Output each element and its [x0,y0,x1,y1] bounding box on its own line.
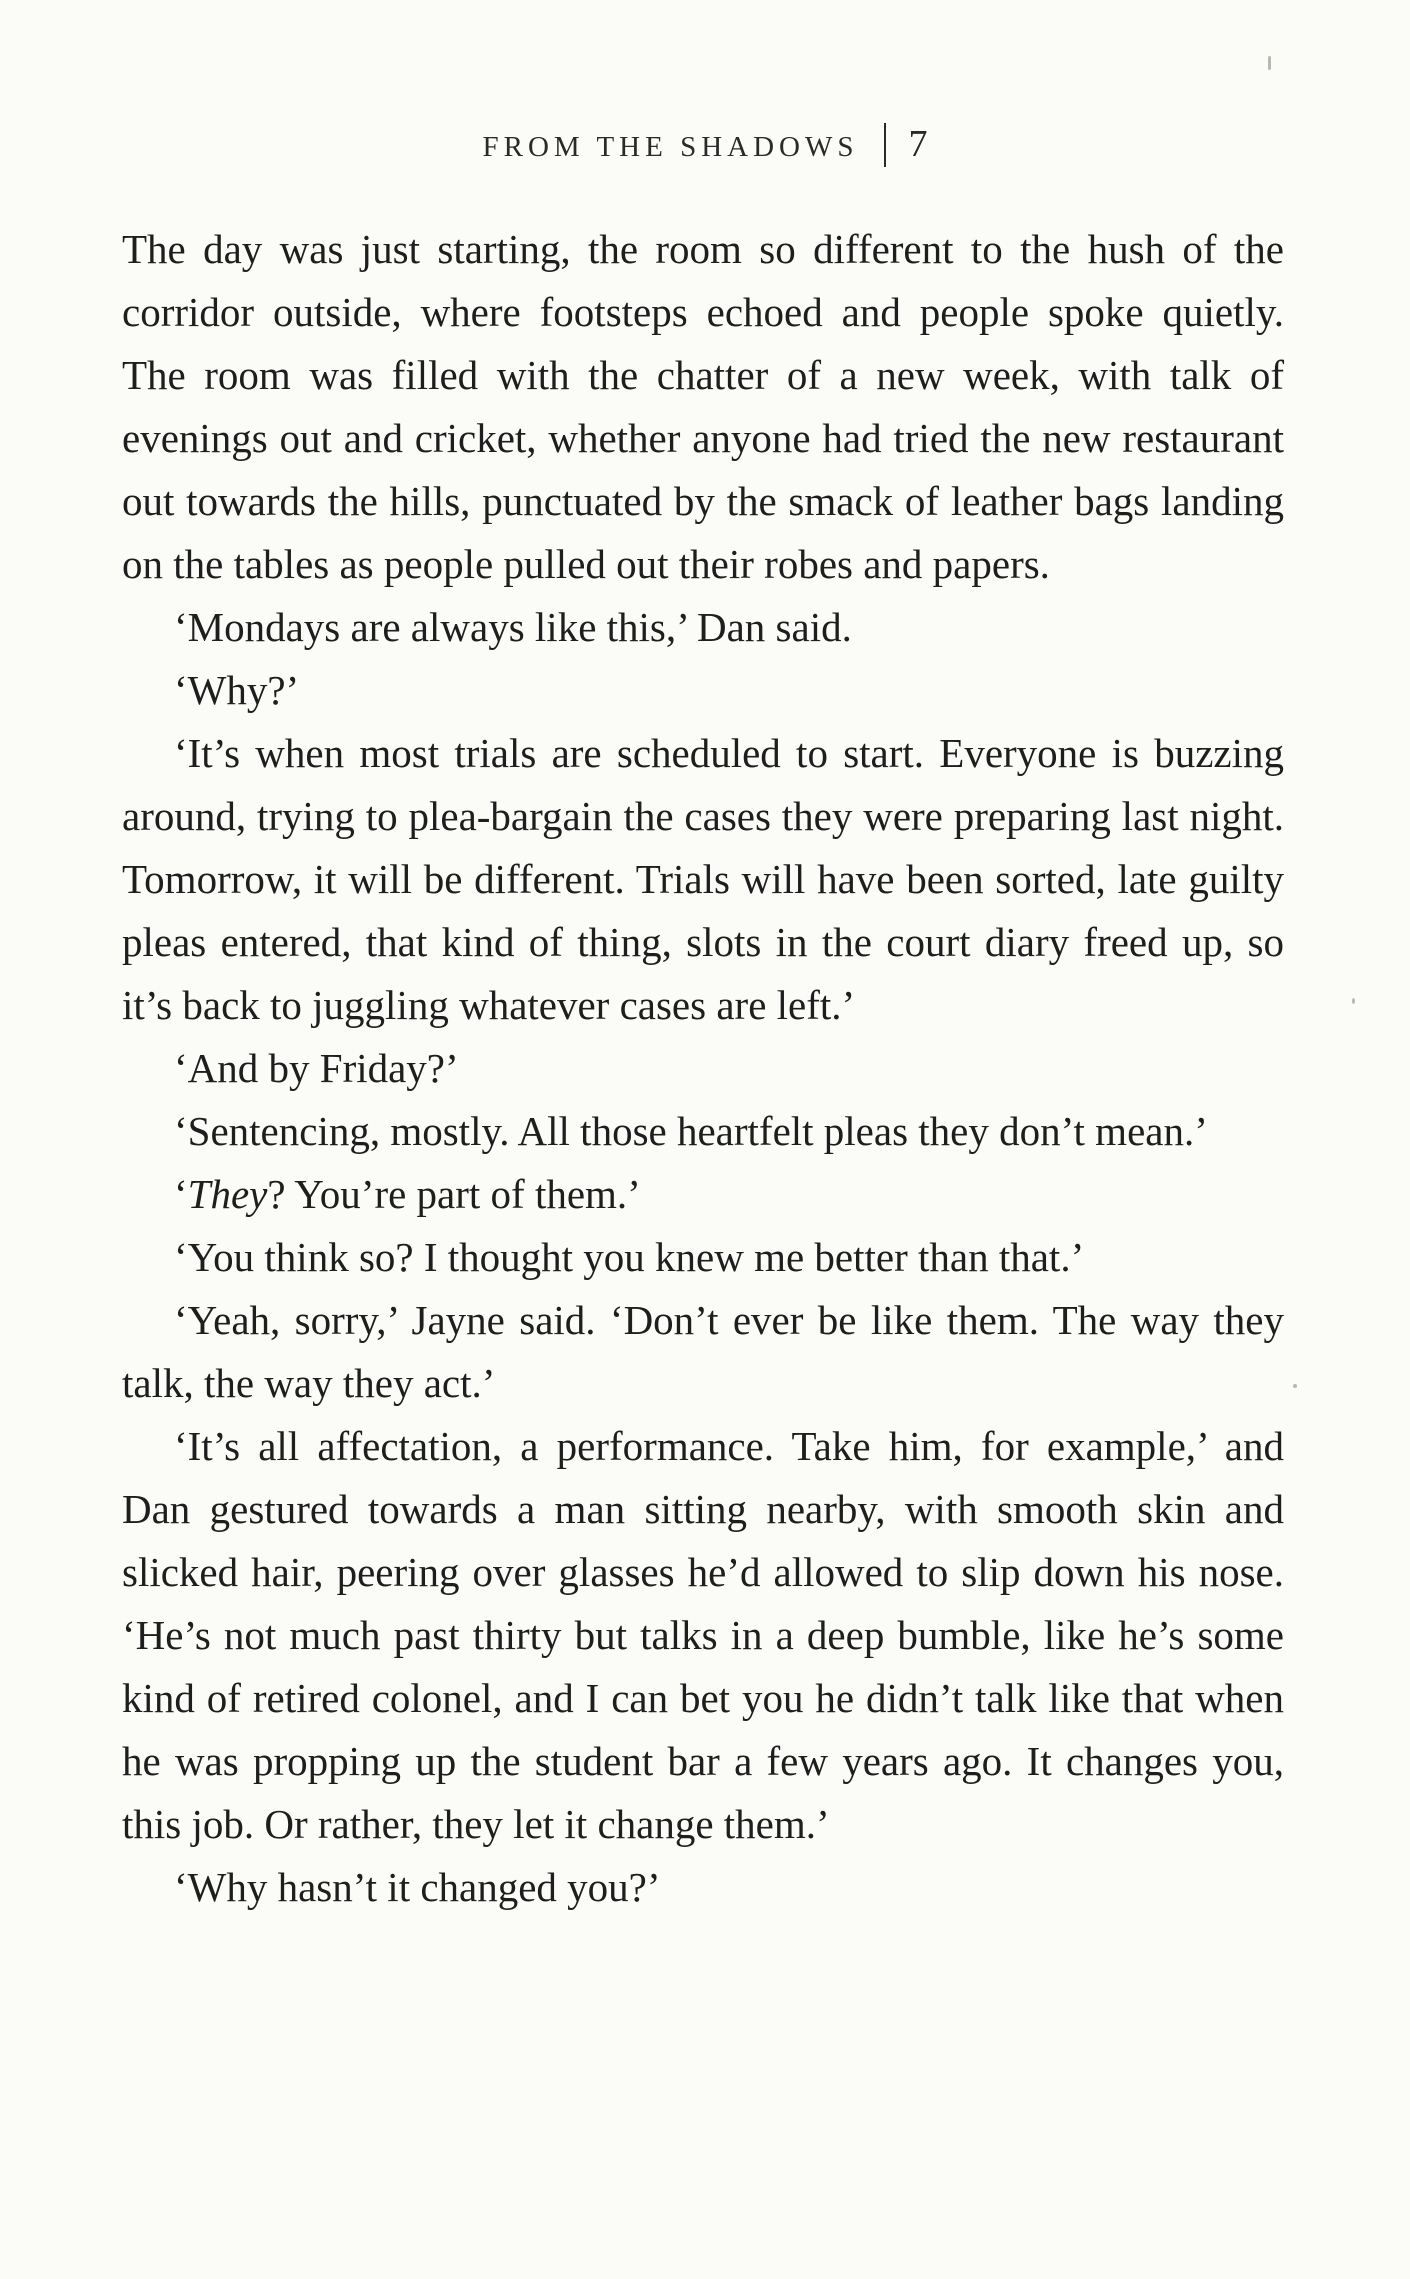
paragraph: ‘Sentencing, mostly. All those heartfelt pleas they don’t mean.’ [174,1108,1208,1154]
paragraph: ‘It’s when most trials are scheduled to start. Everyone is buzzing around, trying to plea-bargain the cases they were preparing last night. Tomorrow, it will be different. Trials will have been sorted, late guilty pleas entered, that kind of thing, slots in the court diary freed up, so it’s back to juggling whatever cases are left.’ [122,730,1284,1028]
quote-open: ‘ [174,1171,188,1217]
paragraph: ‘Why hasn’t it changed you?’ [174,1864,661,1910]
paragraph-with-italic [122,1163,1284,1226]
body-text [122,218,1284,1919]
paragraph: ‘You think so? I thought you knew me better than that.’ [174,1234,1085,1280]
header-divider [884,123,886,167]
quote-rest: ? You’re part of them.’ [267,1171,641,1217]
scan-speck [1293,1384,1297,1388]
paragraph: ‘And by Friday?’ [174,1045,459,1091]
paragraph: ‘It’s all affectation, a performance. Take him, for example,’ and Dan gestured towards a man sitting nearby, with smooth skin and slicked hair, peering over glasses he’d allowed to slip down his nose. ‘He’s not much past thirty but talks in a deep bumble, like he’s some kind of retired colonel, and I can bet you he didn’t talk like that when he was propping up the student bar a few years ago. It changes you, this job. Or rather, they let it change them.’ [122,1423,1284,1847]
paragraph: The day was just starting, the room so different to the hush of the corridor outside, where footsteps echoed and people spoke quietly. The room was filled with the chatter of a new week, with talk of evenings out and cricket, whether anyone had tried the new restaurant out towards the hills, punctuated by the smack of leather bags landing on the tables as people pulled out their robes and papers. [122,226,1284,587]
paragraph: ‘Why?’ [174,667,300,713]
scan-speck [1268,56,1271,70]
scan-speck [1352,998,1355,1004]
italic-word: They [187,1171,268,1217]
paragraph: ‘Mondays are always like this,’ Dan said. [174,604,852,650]
running-header [0,122,1410,171]
running-title: FROM THE SHADOWS [482,131,859,163]
paragraph: ‘Yeah, sorry,’ Jayne said. ‘Don’t ever be like them. The way they talk, the way they act.’ [122,1297,1284,1406]
page-number: 7 [908,123,928,165]
